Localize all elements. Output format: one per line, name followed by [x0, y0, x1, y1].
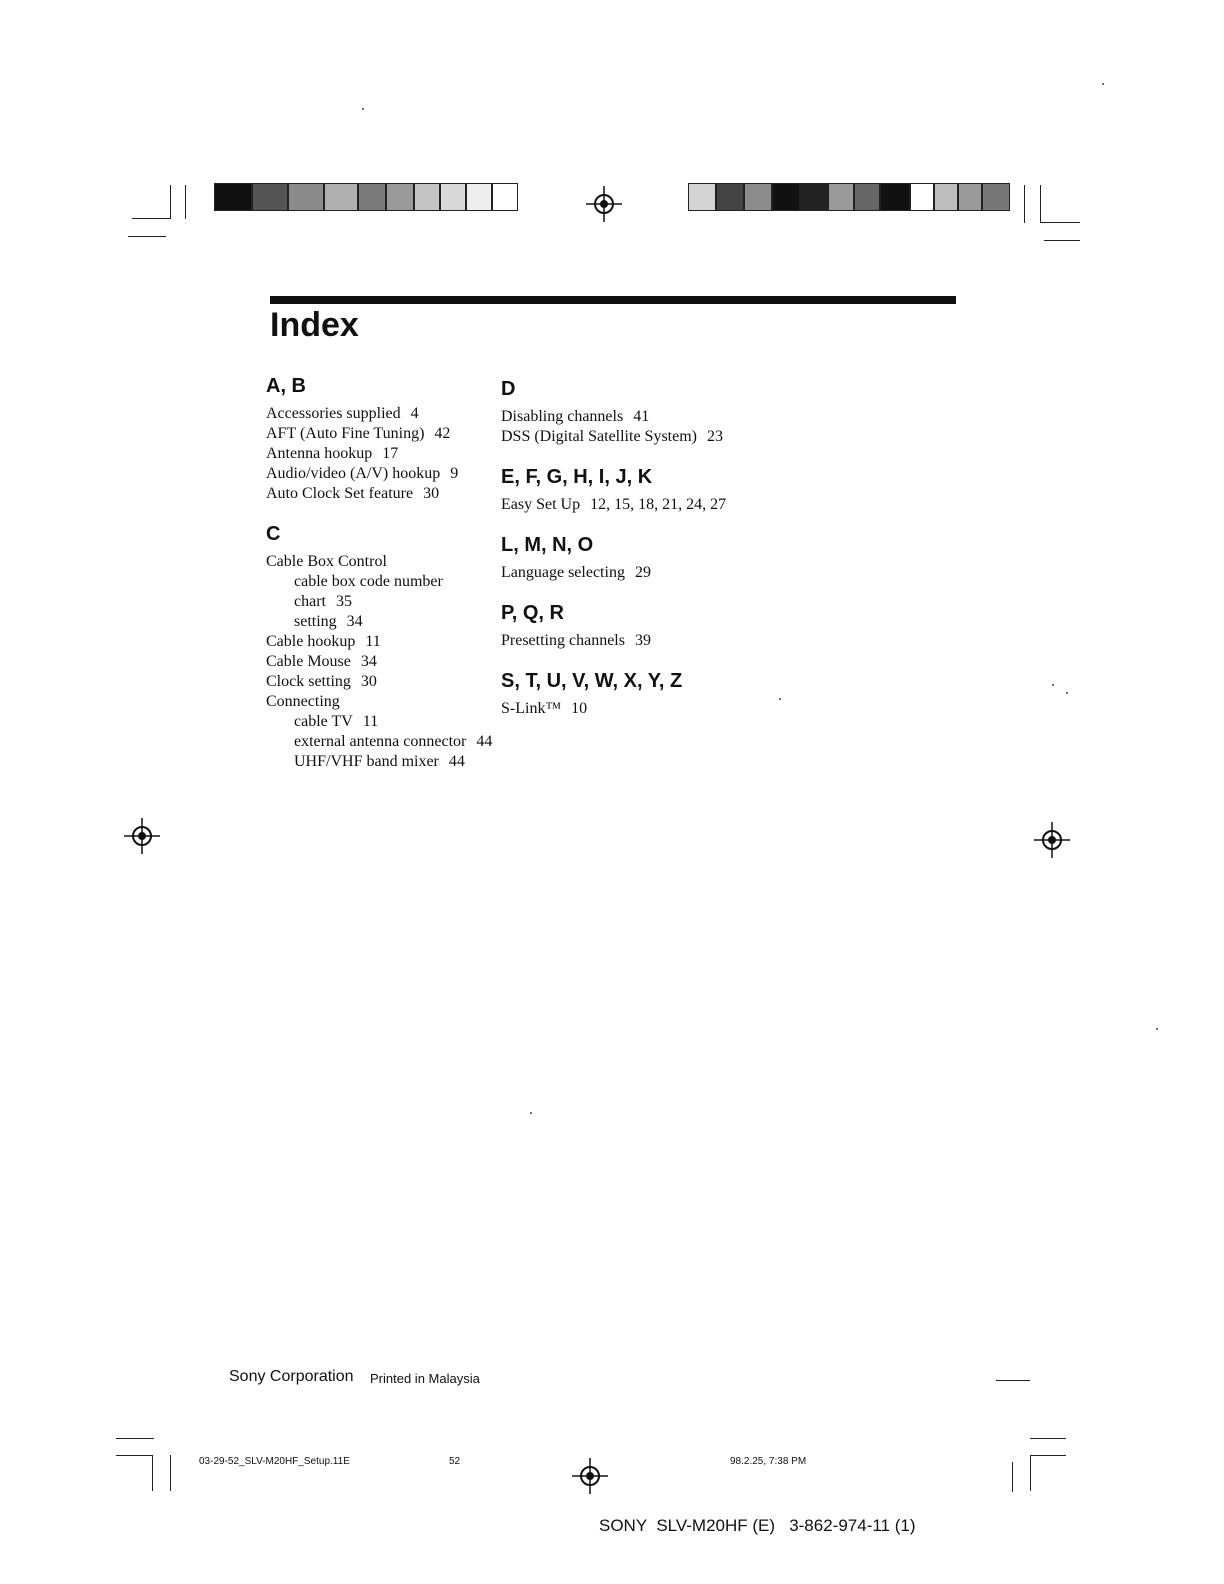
- footer-model-line: SONY SLV-M20HF (E) 3-862-974-11 (1): [599, 1516, 916, 1535]
- index-entry-term: Cable Mouse: [266, 653, 351, 670]
- index-entry-term: setting: [294, 613, 337, 630]
- index-entry: [266, 404, 496, 424]
- section-heading: P, Q, R: [501, 602, 564, 624]
- index-entry: [266, 752, 496, 772]
- index-entry-pages: 11: [362, 713, 379, 730]
- footer-company: Sony Corporation: [229, 1368, 354, 1385]
- index-entry-term: Antenna hookup: [266, 445, 373, 462]
- index-entry: [266, 692, 496, 712]
- index-entry-term: cable box code number chart: [294, 573, 443, 610]
- registration-strip-left: [214, 183, 518, 211]
- section-heading: S, T, U, V, W, X, Y, Z: [501, 670, 683, 692]
- section-heading: L, M, N, O: [501, 534, 594, 556]
- index-entry-pages: 34: [346, 613, 363, 630]
- index-entry: [266, 732, 496, 752]
- registration-target-top-icon: [584, 184, 624, 224]
- index-entry-term: Cable Box Control: [266, 553, 387, 570]
- index-entry-term: Disabling channels: [501, 408, 624, 425]
- footer-page-number: 52: [449, 1456, 461, 1467]
- registration-target-left-icon: [122, 816, 162, 856]
- footer-right-dash: [996, 1380, 1030, 1381]
- index-entry: [266, 652, 496, 672]
- index-section-p-q-r: [501, 601, 741, 651]
- index-entry: [266, 464, 496, 484]
- index-entry-pages: 35: [335, 593, 352, 610]
- index-entry-pages: 17: [382, 445, 399, 462]
- index-entry-pages: 9: [450, 465, 459, 482]
- index-entry-pages: 29: [634, 564, 651, 581]
- index-entry-pages: 41: [633, 408, 650, 425]
- index-section-c: [266, 522, 496, 772]
- index-entry: [266, 444, 496, 464]
- index-column-left: [266, 374, 496, 790]
- index-entry-pages: 44: [448, 753, 465, 770]
- index-entry: [501, 495, 741, 515]
- index-section-a-b: [266, 374, 496, 504]
- index-entry: [266, 612, 496, 632]
- index-entry: [501, 407, 741, 427]
- index-section-l-m-n-o: [501, 533, 741, 583]
- section-heading: D: [501, 378, 516, 400]
- index-entry-term: Language selecting: [501, 564, 625, 581]
- index-entry-pages: 34: [360, 653, 377, 670]
- registration-target-bottom-icon: [570, 1456, 610, 1496]
- index-entry: [266, 424, 496, 444]
- index-entry: [266, 572, 496, 612]
- index-entry: [266, 672, 496, 692]
- section-heading: E, F, G, H, I, J, K: [501, 466, 653, 488]
- index-entry: [501, 427, 741, 447]
- index-entry-term: Accessories supplied: [266, 405, 401, 422]
- index-entry-term: UHF/VHF band mixer: [294, 753, 439, 770]
- footer-file-name: 03-29-52_SLV-M20HF_Setup.11E: [199, 1456, 350, 1467]
- section-heading: C: [266, 523, 281, 545]
- index-entry-term: external antenna connector: [294, 733, 467, 750]
- section-heading: A, B: [266, 375, 306, 397]
- title-rule: [270, 296, 956, 304]
- index-entry-term: Clock setting: [266, 673, 351, 690]
- registration-strip-right: [688, 183, 1010, 211]
- index-entry-pages: 44: [476, 733, 493, 750]
- index-entry-pages: 12, 15, 18, 21, 24, 27: [590, 496, 727, 513]
- index-entry-pages: 10: [571, 700, 588, 717]
- index-entry-term: Presetting channels: [501, 632, 625, 649]
- index-column-right: [501, 377, 741, 737]
- index-entry: [266, 712, 496, 732]
- index-entry: [501, 699, 741, 719]
- index-entry-term: Cable hookup: [266, 633, 356, 650]
- index-entry-term: Easy Set Up: [501, 496, 581, 513]
- index-entry: [266, 484, 496, 504]
- footer-timestamp: 98.2.25, 7:38 PM: [730, 1456, 807, 1467]
- index-entry-pages: 39: [634, 632, 651, 649]
- index-entry-pages: 42: [434, 425, 451, 442]
- index-entry-term: Auto Clock Set feature: [266, 485, 414, 502]
- index-entry-pages: 30: [360, 673, 377, 690]
- index-entry-pages: 11: [365, 633, 381, 650]
- index-section-s-t-u-v-w-x-y-z: [501, 669, 741, 719]
- index-entry-term: cable TV: [294, 713, 353, 730]
- index-entry-pages: 4: [410, 405, 419, 422]
- index-entry: [501, 563, 741, 583]
- index-entry: [266, 632, 496, 652]
- index-entry: [266, 552, 496, 572]
- index-entry-pages: 23: [707, 428, 723, 445]
- index-entry: [501, 631, 741, 651]
- index-section-e-f-g-h-i-j-k: [501, 465, 741, 515]
- footer-printed: Printed in Malaysia: [370, 1371, 480, 1386]
- index-entry-term: Connecting: [266, 693, 340, 710]
- index-entry-term: AFT (Auto Fine Tuning): [266, 425, 425, 442]
- index-entry-pages: 30: [423, 485, 440, 502]
- index-entry-term: S-Link™: [501, 700, 562, 717]
- registration-target-right-icon: [1032, 820, 1072, 860]
- index-entry-term: DSS (Digital Satellite System): [501, 428, 697, 445]
- index-entry-term: Audio/video (A/V) hookup: [266, 465, 441, 482]
- page-title: Index: [270, 306, 359, 344]
- index-section-d: [501, 377, 741, 447]
